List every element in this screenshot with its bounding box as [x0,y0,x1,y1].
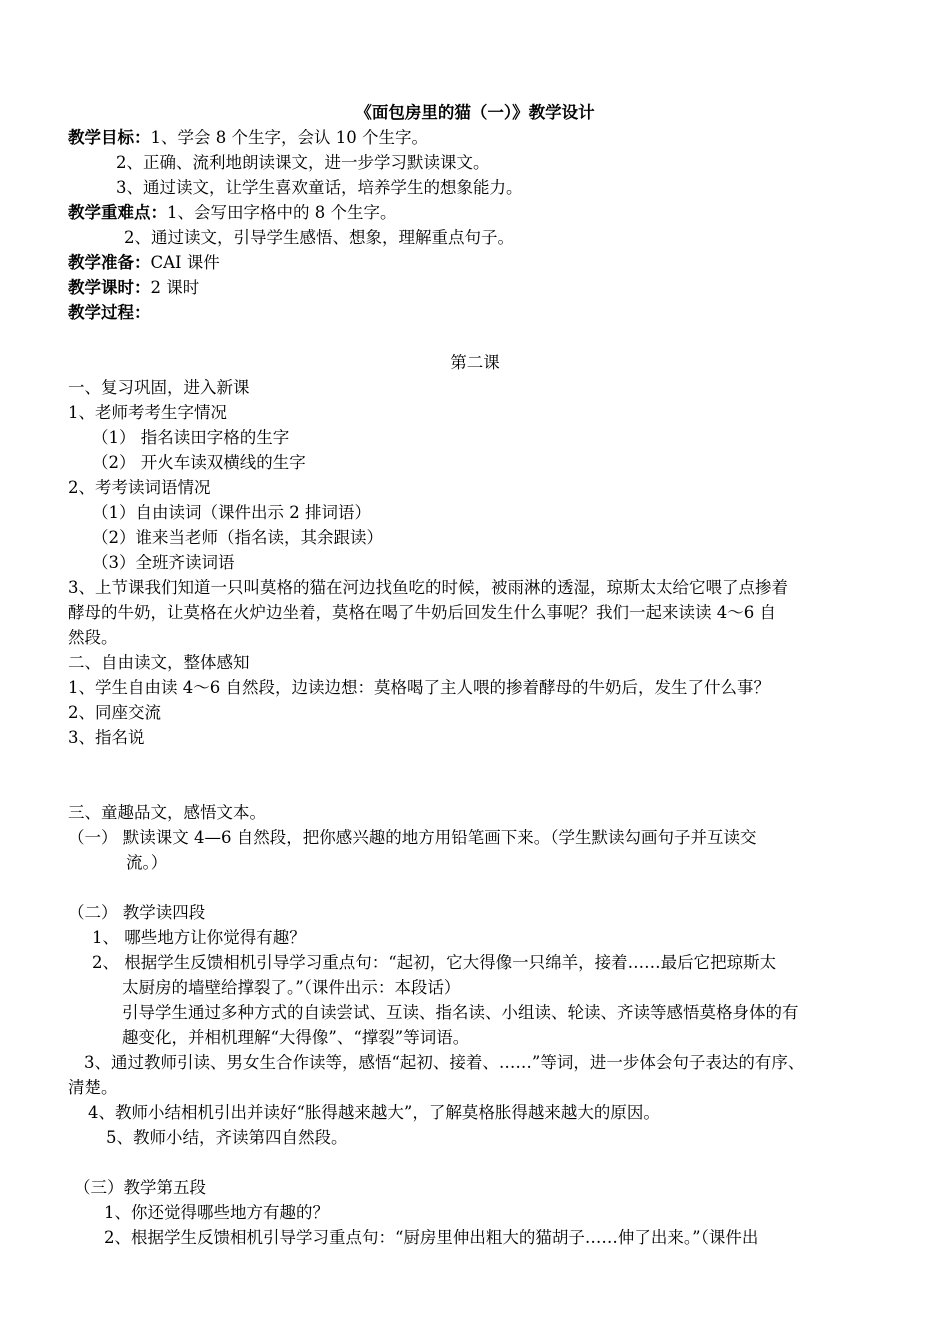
section-3-part-2-item-3-line-1: 3、通过教师引读、男女生合作读等，感悟“起初、接着、……”等词，进一步体会句子表达的有序、 [84,1053,805,1072]
section-3-part-3-item-1: 1、你还觉得哪些地方有趣的？ [104,1203,329,1222]
section-1-item-2a: （1）自由读词（课件出示 2 排词语） [92,503,371,522]
section-1-item-3-line-2: 酵母的牛奶，让莫格在火炉边坐着，莫格在喝了牛奶后回发生什么事呢？我们一起来读读 4～6 自 [68,603,776,622]
key-points-line [68,200,397,225]
section-2-item-1: 1、学生自由读 4～6 自然段，边读边想：莫格喝了主人喂的掺着酵母的牛奶后，发生了什么事？ [68,678,770,697]
teaching-prep-label: 教学准备： [68,253,151,272]
teaching-hours-label: 教学课时： [68,278,151,297]
teaching-goal-label: 教学目标： [68,128,151,147]
teaching-process-label: 教学过程： [68,303,151,322]
key-point-1: 1、会写田字格中的 8 个生字。 [167,203,397,222]
teaching-hours-value: 2 课时 [150,278,200,297]
teaching-goal-1: 1、学会 8 个生字，会认 10 个生字。 [150,128,428,147]
section-2-item-3: 3、指名说 [68,728,145,747]
section-1-item-2: 2、考考读词语情况 [68,478,211,497]
section-3-part-3-heading: （三）教学第五段 [74,1178,206,1197]
section-1-item-1a: （1） 指名读田字格的生字 [92,428,290,447]
lesson-heading: 第二课 [450,353,500,372]
section-3-part-2-item-2-line-2: 太厨房的墙壁给撑裂了。”（课件出示：本段话） [122,978,461,997]
section-3-part-3-item-2: 2、根据学生反馈相机引导学习重点句：“厨房里伸出粗大的猫胡子……伸了出来。”（课件出 [104,1228,759,1247]
section-3-part-2-item-1: 1、 哪些地方让你觉得有趣？ [92,928,306,947]
document-title: 《面包房里的猫（一）》教学设计 [355,103,595,122]
teaching-goal-3: 3、通过读文，让学生喜欢童话，培养学生的想象能力。 [116,178,523,197]
section-3-heading: 三、童趣品文，感悟文本。 [68,803,266,822]
section-3-part-2-item-3-line-2: 清楚。 [68,1078,118,1097]
teaching-prep-value: CAI 课件 [150,253,220,272]
section-3-part-1-line-2: 流。） [126,853,168,872]
key-points-label: 教学重难点： [68,203,167,222]
section-1-item-3-line-3: 然段。 [68,628,118,647]
section-1-item-1b: （2） 开火车读双横线的生字 [92,453,306,472]
section-1-item-1: 1、老师考考生字情况 [68,403,227,422]
section-3-part-1-line-1: （一） 默读课文 4—6 自然段，把你感兴趣的地方用铅笔画下来。（学生默读勾画句子并互读交 [68,828,757,847]
section-1-item-2b: （2）谁来当老师（指名读，其余跟读） [92,528,383,547]
teaching-hours-line [68,275,199,300]
section-2-item-2: 2、同座交流 [68,703,161,722]
section-3-part-2-item-2-line-1: 2、 根据学生反馈相机引导学习重点句：“起初，它大得像一只绵羊，接着……最后它把琼斯太 [92,953,777,972]
teaching-goal-line [68,125,428,150]
teaching-prep-line [68,250,220,275]
section-3-part-2-item-4: 4、教师小结相机引出并读好“胀得越来越大”，了解莫格胀得越来越大的原因。 [88,1103,660,1122]
section-3-part-2-item-2-line-4: 趣变化，并相机理解“大得像”、“撑裂”等词语。 [122,1028,470,1047]
section-2-heading: 二、自由读文，整体感知 [68,653,250,672]
section-3-part-2-heading: （二） 教学读四段 [68,903,206,922]
section-1-item-3-line-1: 3、上节课我们知道一只叫莫格的猫在河边找鱼吃的时候，被雨淋的透湿，琼斯太太给它喂了点掺着 [68,578,788,597]
key-point-2: 2、通过读文，引导学生感悟、想象，理解重点句子。 [124,228,514,247]
section-3-part-2-item-2-line-3: 引导学生通过多种方式的自读尝试、互读、指名读、小组读、轮读、齐读等感悟莫格身体的有 [122,1003,799,1022]
teaching-goal-2: 2、正确、流利地朗读课文，进一步学习默读课文。 [116,153,490,172]
section-3-part-2-item-5: 5、教师小结，齐读第四自然段。 [106,1128,348,1147]
section-1-item-2c: （3）全班齐读词语 [92,553,235,572]
section-1-heading: 一、复习巩固，进入新课 [68,378,250,397]
